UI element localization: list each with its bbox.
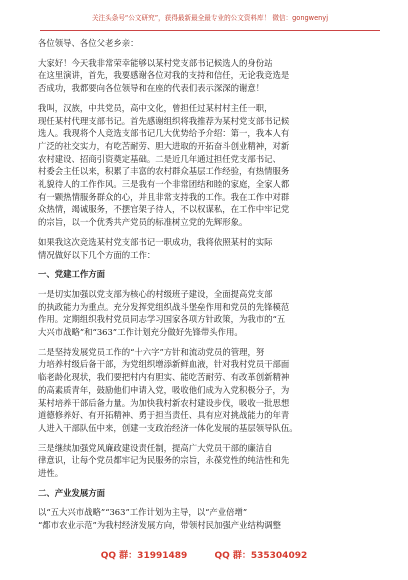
text-line: 农村建设、招商引资奠定基础。二是近几年通过担任党支部书记、 (38, 153, 281, 164)
text-line: “都市农业示范”为我村经济发展方向，带领村民加强产业结构调整 (38, 520, 282, 531)
qq-group-2: QQ 群：535304092 (214, 551, 308, 561)
text-line: 二、产业发展方面 (38, 487, 105, 498)
text-line: 在这里演讲，首先，我要感谢各位对我的支持和信任，无论我竞选是 (38, 70, 290, 81)
text-line: 礼貌待人的工作作风。三是我有一个非常团结和睦的家庭，全家人都 (38, 179, 290, 189)
text-line: 现任某村代理支部书记。首先感谢组织将我推荐为某村党支部书记候 (38, 115, 290, 126)
text-line: 大兴市战略”和“363”工作计划充分做好先锋带头作用。 (38, 327, 243, 337)
text-line: 选人。我现将个人竞选支部书记几大优势给予介绍：第一，我本人有 (38, 128, 290, 139)
text-line: 村委会主任以来，积累了丰富的农村群众基层工作经验，有热情服务 (38, 166, 290, 177)
text-line: 一是切实加强以党支部为核心的村级班子建设，全面提高党支部 (38, 288, 273, 299)
text-line: 情况做好以下几个方面的工作： (38, 249, 156, 260)
text-line: 临老龄化现状，我们要把村内有胆实、能吃苦耐劳、有改革创新精神 (38, 372, 290, 383)
text-line: 大家好！今天我非常荣幸能够以某村党支部书记候选人的身份站 (38, 57, 273, 68)
text-line: 如果我这次竞选某村党支部书记一职成功，我将依照某村的实际 (38, 236, 273, 247)
text-line: 人进入干部队伍中来，创建一支政治经济一体化发展的基层领导队伍。 (38, 422, 298, 433)
text-line: 众热情，竭诚服务，不摆官架子待人，不以权谋私，在工作中牢记党 (38, 204, 290, 215)
text-line: 力培养村级后备干部，为党组织增添新鲜血液，针对我村党员干部面 (38, 359, 290, 370)
text-line: 二是坚持发展党员工作的“十六字”方针和流动党员的管理，努 (38, 346, 265, 357)
page-footer (0, 548, 408, 561)
text-line: 否成功，我都要向各位领导和在座的代表们表示深深的谢意！ (38, 83, 265, 94)
text-line: 律意识，让每个党员都牢记为民服务的宗旨，永葆党性的纯洁性和先 (38, 455, 290, 466)
text-line: 一、党建工作方面 (38, 269, 105, 280)
text-line: 进性。 (38, 468, 64, 478)
text-line: 的宗旨，以一个优秀共产党员的标准树立党的先辉形象。 (38, 217, 248, 228)
header-text: 关注头条号“公文研究”，获得最新最全最专业的公文资料库！ 微信：gongwenyj (91, 14, 329, 22)
qq-group-1: QQ 群：31991489 (100, 551, 188, 561)
text-line: 某村培养干部后备力量。为加快我村新农村建设步伐，吸收一批思想 (38, 397, 290, 408)
text-line: 三是继续加强党风廉政建设责任制，提高广大党员干部的廉洁自 (38, 442, 273, 453)
text-line: 作用。定期组织我村党员同志学习国家各项方针政策，为我市的“五 (38, 314, 286, 325)
page-header (40, 6, 380, 31)
text-line: 的执政能力为重点。充分发挥党组织战斗堡垒作用和党员的先锋模范 (38, 301, 290, 312)
text-line: 各位领导、各位父老乡亲： (38, 38, 139, 48)
text-line: 的高素质青年，鼓励他们申请入党，吸收他们成为入党积极分子，为 (38, 384, 290, 395)
text-line: 道德修养好、有开拓精神、勇于担当责任、具有应对挑战能力的年青 (38, 410, 290, 421)
text-line: 广泛的社交实力，有吃苦耐劳、胆大进取的开拓奋斗创业精神，对新 (38, 140, 290, 151)
text-line: 我叫，汉族，中共党员，高中文化，曾担任过某村村主任一职， (38, 102, 273, 113)
text-line: 有一颗热情服务群众的心，并且非常支持我的工作。我在工作中对群 (38, 191, 290, 202)
text-line: 以“五大兴市战略”“363”工作计划为主导，以“产业倍增” (38, 507, 248, 518)
